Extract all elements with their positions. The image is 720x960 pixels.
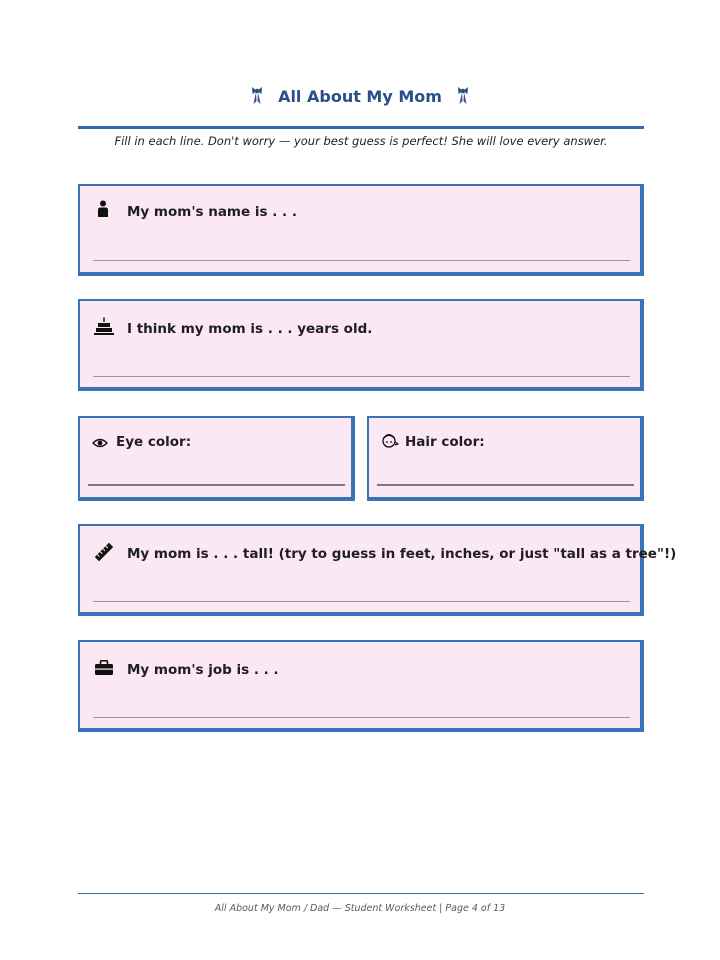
hair-color-field-box xyxy=(367,416,644,501)
header-divider xyxy=(78,126,644,129)
instructions-text: Fill in each line. Don't worry — your best guess is perfect! She will love every answer. xyxy=(114,134,608,148)
height-answer-line[interactable] xyxy=(93,601,630,602)
footer-divider xyxy=(78,893,644,894)
eye-color-field-box xyxy=(78,416,355,501)
hair-color-answer-line[interactable] xyxy=(377,484,634,486)
job-field-box xyxy=(78,640,644,732)
eye-color-label: Eye color: xyxy=(116,434,192,450)
name-field-box xyxy=(78,184,644,276)
eye-color-answer-line[interactable] xyxy=(88,484,345,486)
name-answer-line[interactable] xyxy=(93,260,630,261)
ruler-icon xyxy=(94,542,114,562)
page-header xyxy=(0,82,720,110)
ribbon-icon xyxy=(250,86,264,106)
page-title: All About My Mom xyxy=(278,86,442,106)
hair-color-label: Hair color: xyxy=(405,434,485,450)
age-answer-line[interactable] xyxy=(93,376,630,377)
ribbon-icon xyxy=(456,86,470,106)
age-field-label: I think my mom is . . . years old. xyxy=(127,321,373,337)
eye-icon xyxy=(92,438,108,448)
page-footer: All About My Mom / Dad — Student Worksheet | Page 4 of 13 xyxy=(214,903,506,914)
job-answer-line[interactable] xyxy=(93,717,630,718)
briefcase-icon xyxy=(94,660,114,676)
birthday-cake-icon xyxy=(94,317,114,335)
face-icon xyxy=(381,433,399,449)
person-icon xyxy=(96,200,110,218)
height-field-box xyxy=(78,524,677,616)
job-field-label: My mom's job is . . . xyxy=(127,662,279,678)
age-field-box xyxy=(78,299,644,391)
height-field-label: My mom is . . . tall! (try to guess in feet, inches, or just "tall as a tree"!) xyxy=(127,546,677,562)
name-field-label: My mom's name is . . . xyxy=(127,204,298,220)
